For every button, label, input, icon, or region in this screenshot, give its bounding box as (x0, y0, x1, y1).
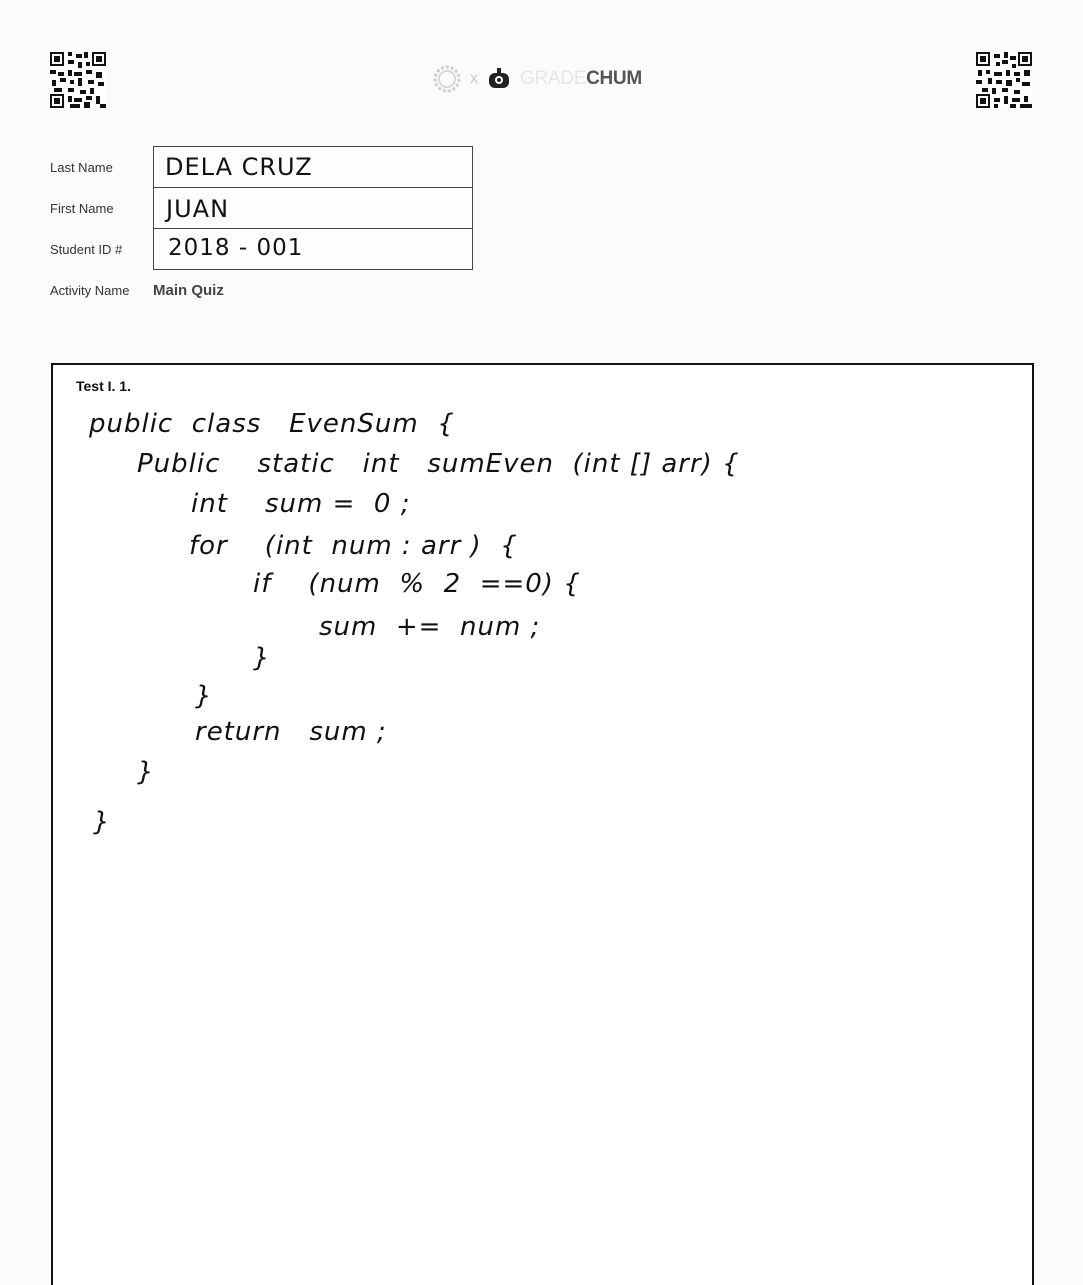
code-line: } (93, 807, 111, 837)
code-line: return sum ; (195, 717, 387, 747)
test-label: Test I. 1. (76, 378, 131, 394)
qr-code-left-icon (50, 52, 106, 108)
last-name-label: Last Name (50, 160, 113, 175)
qr-code-right-icon (976, 52, 1032, 108)
student-id-field[interactable] (154, 229, 472, 268)
code-line: public class EvenSum { (89, 409, 455, 439)
answer-box (51, 363, 1034, 1285)
code-line: sum += num ; (319, 612, 541, 642)
student-info-fields (153, 146, 473, 270)
brand-name (520, 68, 642, 90)
first-name-field[interactable] (154, 188, 472, 229)
code-line: } (137, 757, 155, 787)
last-name-value: DELA CRUZ (165, 153, 313, 181)
code-line: if (num % 2 ==0) { (253, 569, 581, 599)
code-line: for (int num : arr ) { (189, 531, 518, 561)
first-name-label: First Name (50, 201, 114, 216)
robot-logo-icon (486, 66, 512, 92)
code-line: int sum = 0 ; (191, 489, 411, 519)
code-line: } (253, 643, 271, 673)
activity-name-value: Main Quiz (153, 282, 224, 299)
last-name-field[interactable] (154, 147, 472, 188)
brand-name-grade: GRADE (520, 68, 587, 89)
student-id-value: 2018 - 001 (168, 235, 304, 261)
code-line: } (195, 681, 213, 711)
header-logo (432, 62, 642, 96)
gear-logo-icon (432, 64, 462, 94)
logo-separator: x (470, 70, 478, 87)
first-name-value: JUAN (166, 195, 230, 223)
brand-name-chum: CHUM (586, 68, 642, 89)
activity-name-label: Activity Name (50, 283, 130, 298)
code-line: Public static int sumEven (int [] arr) { (137, 449, 740, 479)
student-id-label: Student ID # (50, 242, 123, 257)
